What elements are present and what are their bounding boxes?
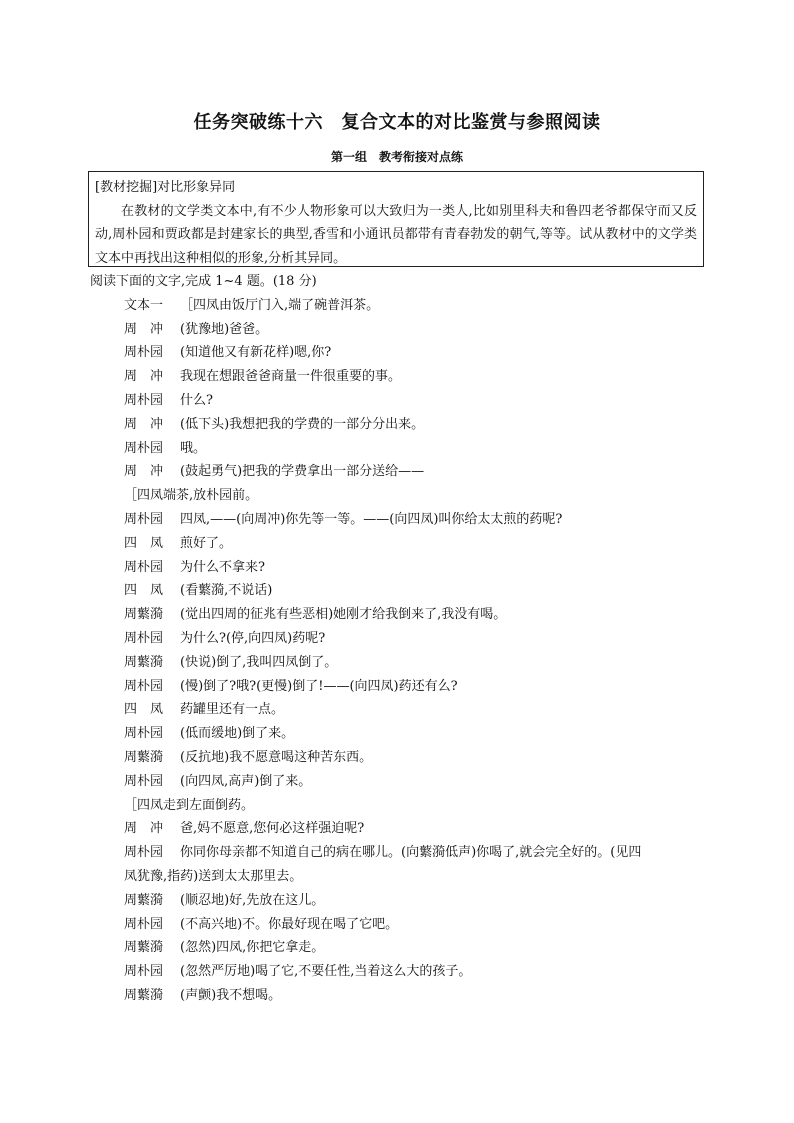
textbook-task-box bbox=[88, 171, 704, 267]
dialog-line bbox=[90, 437, 702, 461]
dialog-line-continuation: 凤犹豫,指药)送到太太那里去。 bbox=[124, 868, 303, 884]
dialog-text: 哦。 bbox=[180, 440, 207, 456]
dialog-line bbox=[90, 746, 702, 770]
dialog-line bbox=[90, 341, 702, 365]
dialog-line bbox=[90, 651, 702, 675]
dialog-text: (低下头)我想把我的学费的一部分分出来。 bbox=[180, 416, 425, 432]
stage-direction: ［四凤端茶,放朴园前。 bbox=[124, 488, 259, 504]
speaker-name: 周 冲 bbox=[124, 821, 164, 837]
dialog-text: (顺忍地)好,先放在这儿。 bbox=[180, 892, 325, 908]
dialog-line bbox=[90, 913, 702, 937]
speaker-name: 周朴园 bbox=[124, 964, 164, 980]
speaker-name: 周朴园 bbox=[124, 630, 164, 646]
dialog-text: 煎好了。 bbox=[180, 535, 233, 551]
speaker-name: 周朴园 bbox=[124, 440, 164, 456]
dialog-line bbox=[90, 579, 702, 603]
dialog-text: (鼓起勇气)把我的学费拿出一部分送给—— bbox=[180, 464, 425, 480]
reading-passage bbox=[90, 270, 702, 1008]
dialog-line bbox=[90, 817, 702, 841]
dialog-line bbox=[90, 294, 702, 318]
speaker-name: 周朴园 bbox=[124, 773, 164, 789]
dialog-text: (知道他又有新花样)嗯,你? bbox=[180, 345, 332, 361]
dialog-text: 药罐里还有一点。 bbox=[180, 702, 285, 718]
box-heading: [教材挖掘]对比形象异同 bbox=[95, 180, 236, 195]
speaker-name: 周朴园 bbox=[124, 916, 164, 932]
speaker-name: 周 冲 bbox=[124, 416, 164, 432]
section-subtitle: 第一组 教考衔接对点练 bbox=[330, 150, 463, 164]
dialog-text: (忽然)四凤,你把它拿走。 bbox=[180, 940, 325, 956]
dialog-line bbox=[90, 889, 702, 913]
speaker-name: 周 冲 bbox=[124, 321, 164, 337]
dialog-text: (看蘩漪,不说话) bbox=[180, 583, 273, 599]
speaker-name: 周 冲 bbox=[124, 464, 164, 480]
dialog-line bbox=[90, 960, 702, 984]
stage-direction: ［四凤走到左面倒药。 bbox=[124, 797, 255, 813]
dialog-text: (觉出四周的征兆有些恶相)她刚才给我倒来了,我没有喝。 bbox=[180, 607, 507, 623]
dialog-text: 我现在想跟爸爸商量一件很重要的事。 bbox=[180, 369, 402, 385]
speaker-name: 周朴园 bbox=[124, 559, 164, 575]
dialog-text: (忽然严厉地)喝了它,不要任性,当着这么大的孩子。 bbox=[180, 964, 472, 980]
question-intro: 阅读下面的文字,完成 1~4 题。(18 分) bbox=[90, 274, 317, 289]
dialog-text: 什么? bbox=[180, 392, 213, 408]
dialog-line bbox=[90, 841, 702, 865]
dialog-line bbox=[90, 675, 702, 699]
dialog-text: 四凤,——(向周冲)你先等一等。——(向四凤)叫你给太太煎的药呢? bbox=[180, 511, 563, 527]
text-label: 文本一 bbox=[124, 297, 164, 313]
box-paragraph: 在教材的文学类文本中,有不少人物形象可以大致归为一类人,比如别里科夫和鲁四老爷都保守而又反动,周朴园和贾政都是封建家长的典型,香雪和小通讯员都带有青春勃发的朝气,等等。试从教材中的文学类文本中再找出这种相似的形象,分析其异同。 bbox=[95, 203, 697, 266]
dialog-line bbox=[90, 413, 702, 437]
dialog-line bbox=[90, 365, 702, 389]
dialog-line bbox=[90, 936, 702, 960]
speaker-name: 周 冲 bbox=[124, 369, 164, 385]
speaker-name: 周朴园 bbox=[124, 845, 164, 861]
dialog-text: 为什么不拿来? bbox=[180, 559, 265, 575]
dialog-line bbox=[90, 603, 702, 627]
dialog-text: 为什么?(停,向四凤)药呢? bbox=[180, 630, 326, 646]
dialog-line bbox=[90, 532, 702, 556]
dialog-line bbox=[90, 984, 702, 1008]
dialog-text: (慢)倒了?哦?(更慢)倒了!——(向四凤)药还有么? bbox=[180, 678, 458, 694]
dialog-line bbox=[90, 698, 702, 722]
speaker-name: 四 凤 bbox=[124, 583, 164, 599]
script-lines bbox=[90, 294, 702, 1008]
speaker-name: 周蘩漪 bbox=[124, 987, 164, 1003]
dialog-line bbox=[90, 556, 702, 580]
dialog-text: 爸,妈不愿意,您何必这样强迫呢? bbox=[180, 821, 365, 837]
dialog-text: (不高兴地)不。你最好现在喝了它吧。 bbox=[180, 916, 399, 932]
dialog-line bbox=[90, 508, 702, 532]
speaker-name: 周蘩漪 bbox=[124, 749, 164, 765]
speaker-name: 周蘩漪 bbox=[124, 607, 164, 623]
dialog-line bbox=[90, 460, 702, 484]
dialog-line bbox=[90, 627, 702, 651]
speaker-name: 周蘩漪 bbox=[124, 892, 164, 908]
dialog-line bbox=[90, 318, 702, 342]
speaker-name: 周朴园 bbox=[124, 678, 164, 694]
speaker-name: 四 凤 bbox=[124, 702, 164, 718]
speaker-name: 周蘩漪 bbox=[124, 940, 164, 956]
dialog-line bbox=[90, 770, 702, 794]
speaker-name: 周朴园 bbox=[124, 392, 164, 408]
dialog-text: 你同你母亲都不知道自己的病在哪儿。(向蘩漪低声)你喝了,就会完全好的。(见四 bbox=[180, 845, 642, 861]
dialog-text: (快说)倒了,我叫四凤倒了。 bbox=[180, 654, 338, 670]
speaker-name: 周朴园 bbox=[124, 511, 164, 527]
stage-direction: ［四凤由饭厅门入,端了碗普洱茶。 bbox=[180, 297, 380, 313]
dialog-text: (反抗地)我不愿意喝这种苦东西。 bbox=[180, 749, 373, 765]
page-title: 任务突破练十六 复合文本的对比鉴赏与参照阅读 bbox=[193, 112, 601, 133]
dialog-text: (声颤)我不想喝。 bbox=[180, 987, 282, 1003]
dialog-text: (向四凤,高声)倒了来。 bbox=[180, 773, 312, 789]
dialog-line bbox=[90, 389, 702, 413]
speaker-name: 四 凤 bbox=[124, 535, 164, 551]
speaker-name: 周朴园 bbox=[124, 726, 164, 742]
dialog-text: (犹豫地)爸爸。 bbox=[180, 321, 269, 337]
dialog-line bbox=[90, 722, 702, 746]
speaker-name: 周朴园 bbox=[124, 345, 164, 361]
speaker-name: 周蘩漪 bbox=[124, 654, 164, 670]
dialog-text: (低而缓地)倒了来。 bbox=[180, 726, 295, 742]
